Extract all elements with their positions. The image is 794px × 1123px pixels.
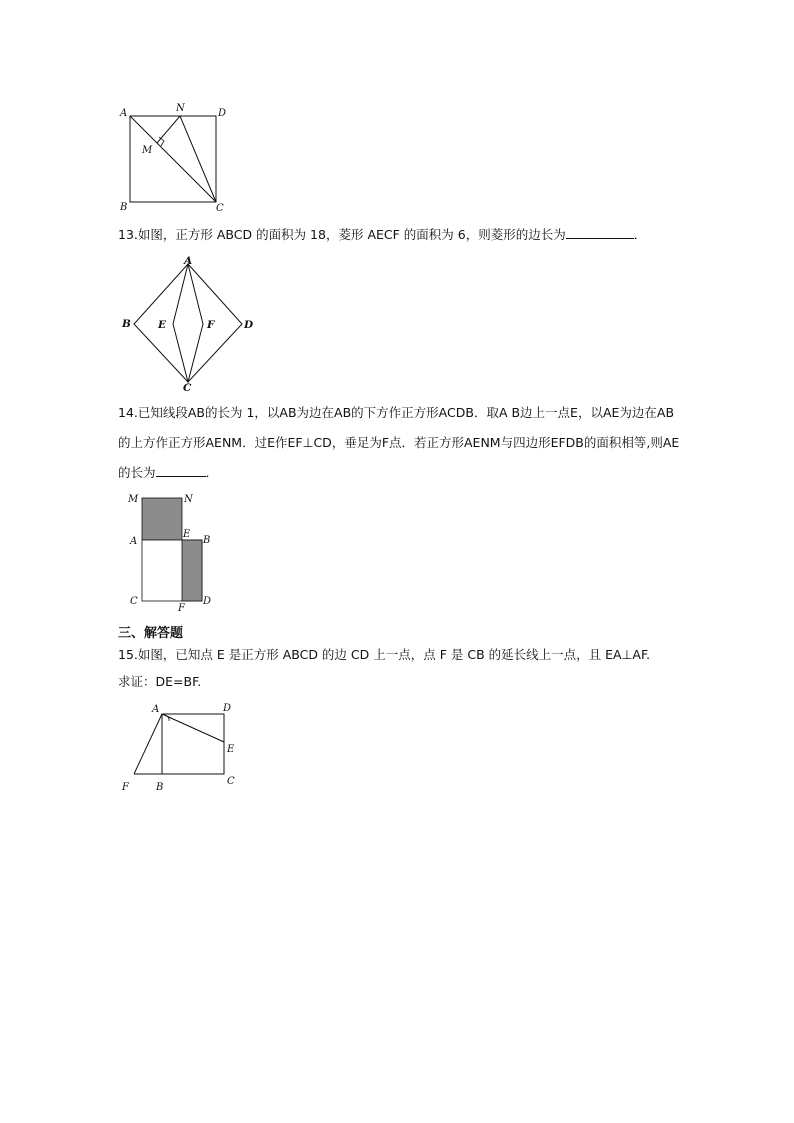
square-abcd [134,264,242,382]
label-a: A [120,108,128,119]
label-c: C [183,382,192,394]
rhombus-aecf [173,264,203,382]
figure-q15 [116,698,246,796]
label-b: B [203,535,211,546]
label-a: A [184,255,193,267]
figure-q13 [118,252,258,394]
label-a: A [152,704,160,715]
question-13 [118,226,646,244]
label-b: B [122,318,131,330]
label-c: C [216,203,224,214]
segment-nc [180,116,216,202]
label-m: M [142,145,153,156]
label-m: M [128,494,139,505]
question-15-line-2: 求证：DE=BF. [118,674,202,689]
question-15-line-1: 15.如图，已知点 E 是正方形 ABCD 的边 CD 上一点，点 F 是 CB 的延长线上一点，且 EA⊥AF. [118,647,651,662]
question-13-end: ． [633,227,647,242]
label-d: D [244,319,254,331]
label-n: N [176,103,185,114]
label-c: C [227,776,235,787]
label-e: E [183,529,191,540]
label-b: B [120,202,128,213]
square-abcd [162,714,224,774]
segment-af [134,714,162,774]
question-14-line-3 [118,464,218,482]
question-14-line-2: 的上方作正方形AENM．过E作EF⊥CD，垂足为F点．若正方形AENM与四边形EFDB的面积相等,则AE [118,435,680,450]
question-13-text: 13.如图，正方形 ABCD 的面积为 18，菱形 AECF 的面积为 6，则菱形的边长为 [118,227,566,242]
label-b: B [156,782,164,793]
label-e: E [227,744,235,755]
label-a: A [130,536,138,547]
section-heading: 三、解答题 [118,626,184,641]
question-14-end: ． [205,465,219,480]
question-14-line-3-text: 的长为 [118,465,156,480]
label-d: D [218,108,227,119]
label-d: D [203,596,212,607]
label-f: F [207,319,215,331]
rect-efdb-shaded [182,540,202,601]
answer-blank-13[interactable] [566,226,634,239]
question-14-line-1: 14.已知线段AB的长为 1，以AB为边在AB的下方作正方形ACDB．取A B边上一点E，以AE为边在AB [118,405,675,420]
segment-ae [162,714,224,742]
segment-nm [157,116,180,143]
label-f: F [178,603,185,612]
label-d: D [223,703,232,714]
label-c: C [130,596,138,607]
label-n: N [184,494,193,505]
label-f: F [122,782,129,793]
figure-q12 [116,100,236,215]
diagonal-ac [130,116,216,202]
label-e: E [158,319,167,331]
answer-blank-14[interactable] [156,464,206,477]
figure-q14 [126,490,222,612]
square-aenm-shaded [142,498,182,540]
